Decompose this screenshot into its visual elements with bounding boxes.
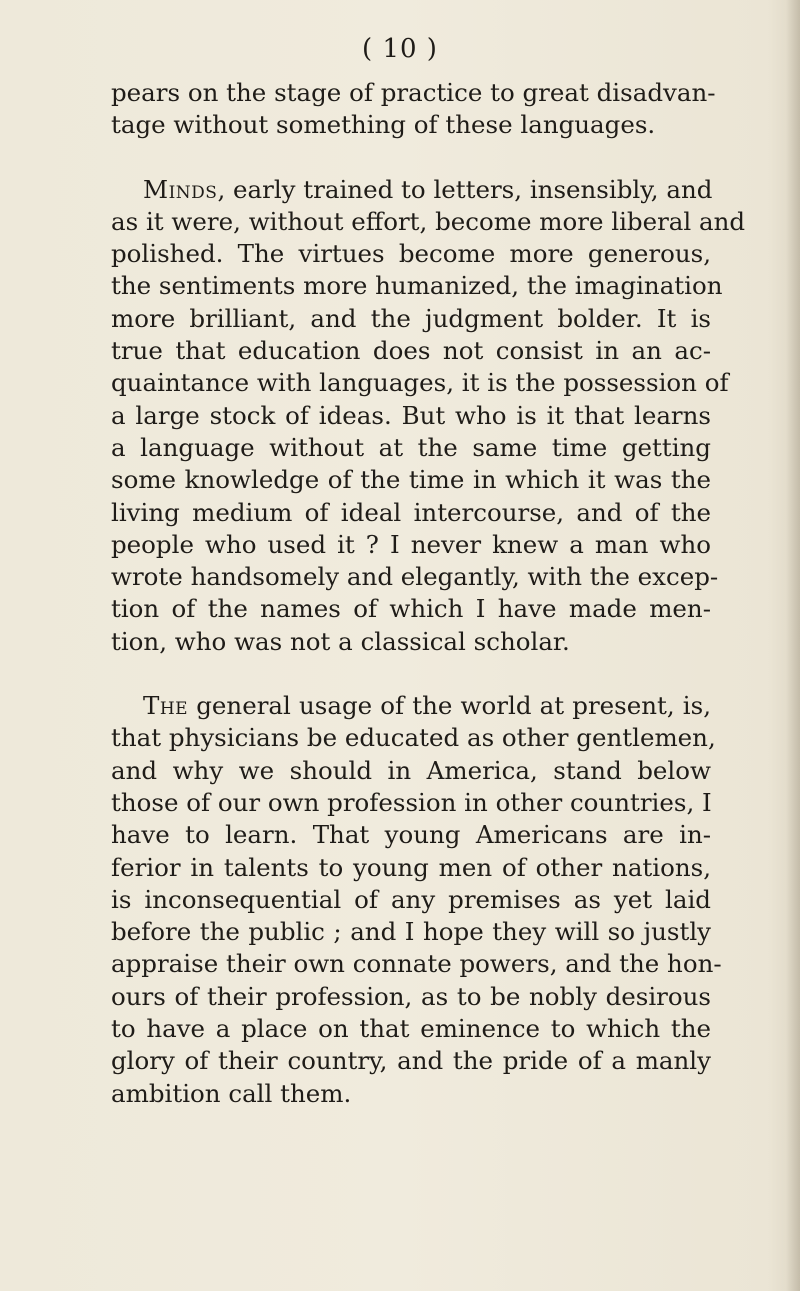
paragraph-2 [111,174,746,658]
text-line: ambition call them. [111,1078,352,1108]
text-line-rest: general usage of the world at present, is, [188,691,711,721]
text-line: glory of their country, and the pride of a manly [111,1046,711,1076]
text-line: polished. The virtues become more generous, [111,239,711,269]
paragraph-1 [111,77,716,142]
page-edge-shadow [786,0,800,1291]
text-line: tion of the names of which I have made men- [111,594,711,624]
text-line: and why we should in America, stand below [111,755,711,785]
page-number: ( 10 ) [362,34,438,64]
text-line: a language without at the same time getting [111,432,711,462]
text-line: that physicians be educated as other gentlemen, [111,723,716,753]
text-line: before the public ; and I hope they will so justly [111,917,711,947]
text-line: pears on the stage of practice to great disadvan- [111,78,716,107]
text-line-rest: , early trained to letters, insensibly, and [217,174,713,204]
text-line: wrote handsomely and elegantly, with the excep- [111,562,719,592]
paragraph-lead-word: Minds [143,174,218,204]
text-line: the sentiments more humanized, the imagination [111,271,723,301]
text-line: to have a place on that eminence to which the [111,1014,711,1044]
text-line: as it were, without effort, become more liberal and [111,206,746,236]
text-line: those of our own profession in other countries, I [111,787,712,817]
text-line: tion, who was not a classical scholar. [111,626,570,656]
text-line: more brilliant, and the judgment bolder. It is [111,303,711,333]
text-line: people who used it ? I never knew a man who [111,529,711,559]
body-text [111,77,746,1110]
text-line [111,174,711,206]
text-line [111,690,711,722]
text-line: quaintance with languages, it is the possession of [111,368,729,398]
text-line: is inconsequential of any premises as yet laid [111,884,711,914]
text-line: a large stock of ideas. But who is it that learns [111,400,711,430]
text-line: true that education does not consist in an ac- [111,336,711,366]
paragraph-lead-word: The [143,691,189,721]
text-line: living medium of ideal intercourse, and of the [111,497,711,527]
text-line: ferior in talents to young men of other nations, [111,852,711,882]
text-line: ours of their profession, as to be nobly desirous [111,981,711,1011]
text-line: have to learn. That young Americans are in- [111,820,711,850]
paragraph-3 [111,690,722,1110]
text-line: appraise their own connate powers, and the hon- [111,949,722,979]
text-line: some knowledge of the time in which it was the [111,465,711,495]
text-line: tage without something of these languages. [111,110,656,140]
